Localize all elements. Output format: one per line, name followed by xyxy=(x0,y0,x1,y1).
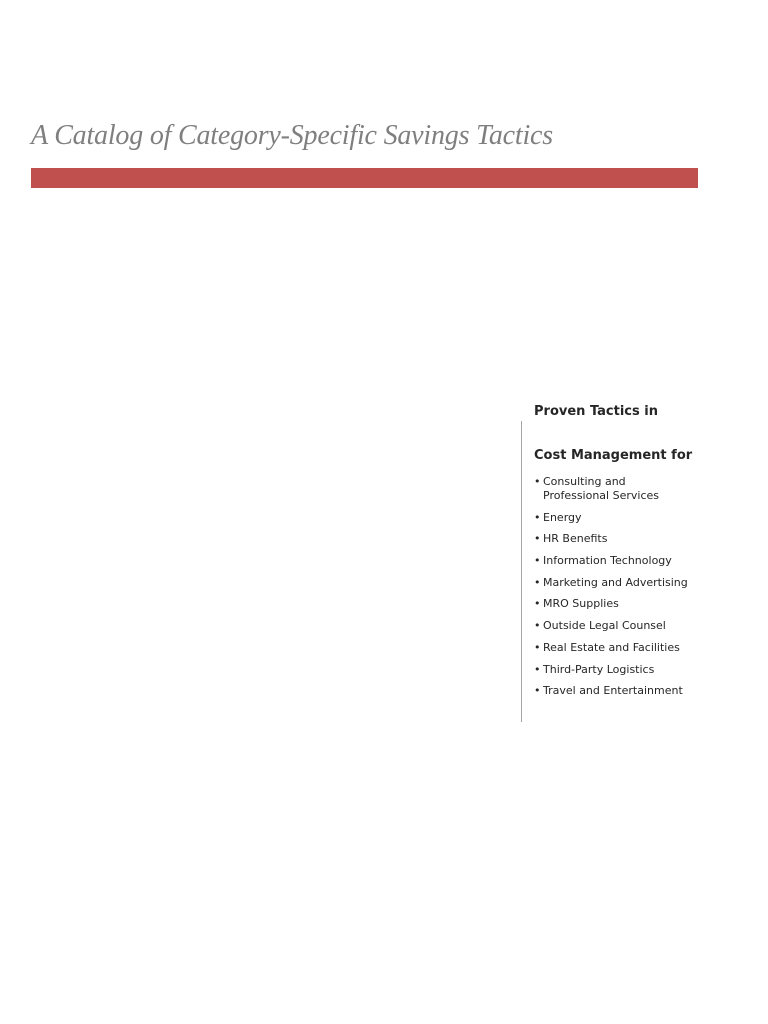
title-accent-bar xyxy=(31,168,698,188)
list-item: • Outside Legal Counsel xyxy=(534,619,694,633)
list-item: • Third-Party Logistics xyxy=(534,663,694,677)
list-item: • Travel and Entertainment xyxy=(534,684,694,698)
list-item: • Information Technology xyxy=(534,554,694,568)
category-list xyxy=(534,475,694,706)
list-item: • MRO Supplies xyxy=(534,597,694,611)
list-item: • Real Estate and Facilities xyxy=(534,641,694,655)
list-item: • Consulting and Professional Services xyxy=(534,475,694,503)
sidebar-divider xyxy=(521,421,522,722)
list-item: • Marketing and Advertising xyxy=(534,576,694,590)
sidebar-heading-line-1: Proven Tactics in xyxy=(534,404,658,419)
sidebar-heading-line-2: Cost Management for xyxy=(534,448,693,463)
page-title: A Catalog of Category-Specific Savings Tactics xyxy=(31,120,553,151)
list-item: • HR Benefits xyxy=(534,532,694,546)
list-item: • Energy xyxy=(534,511,694,525)
